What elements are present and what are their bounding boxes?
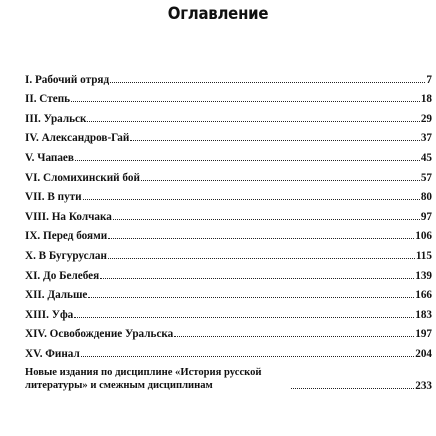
leader-dots <box>75 159 420 161</box>
toc-entry-page: 139 <box>415 269 432 282</box>
toc-entry-page: 29 <box>420 112 432 125</box>
toc-entry[interactable] <box>25 66 432 86</box>
toc-entry[interactable] <box>25 144 432 164</box>
toc-entry-page: 18 <box>420 93 432 106</box>
toc-entry-page: 57 <box>420 171 432 184</box>
leader-dots <box>71 100 420 102</box>
toc-entry-label: VIII. На Колчака <box>25 210 112 223</box>
toc-entry-label: XII. Дальше <box>25 289 88 302</box>
toc-entry-page: 97 <box>420 210 432 223</box>
toc-entry-label: IX. Перед боями <box>25 230 108 243</box>
leader-dots <box>174 335 414 337</box>
leader-dots <box>74 316 414 318</box>
leader-dots <box>108 237 414 239</box>
toc-entry-label: I. Рабочий отряд <box>25 73 110 86</box>
leader-dots <box>87 120 419 122</box>
toc-entry-label: XV. Финал <box>25 347 80 360</box>
toc-entry-page: 183 <box>415 308 432 321</box>
toc-entry-page: 37 <box>420 132 432 145</box>
toc-entry[interactable] <box>25 262 432 282</box>
toc-entry-label: IV. Александров-Гай <box>25 132 130 145</box>
leader-dots <box>130 139 419 141</box>
toc-entry[interactable] <box>25 282 432 302</box>
leader-dots <box>291 387 414 389</box>
toc-entry-page: 233 <box>415 379 432 392</box>
toc-entry[interactable] <box>25 184 432 204</box>
toc-entry-label: XIII. Уфа <box>25 308 74 321</box>
leader-dots <box>141 179 420 181</box>
leader-dots <box>100 277 414 279</box>
leader-dots <box>81 355 414 357</box>
toc-entry-page: 80 <box>420 191 432 204</box>
toc-entry-page: 7 <box>426 73 432 86</box>
toc-entry[interactable] <box>25 321 432 341</box>
toc-entry-appendix[interactable] <box>25 366 432 392</box>
toc-entry-page: 197 <box>415 328 432 341</box>
leader-dots <box>88 296 414 298</box>
toc-entry-label: XI. До Белебея <box>25 269 100 282</box>
toc-entry-page: 45 <box>420 151 432 164</box>
toc-entry[interactable] <box>25 301 432 321</box>
toc-entry[interactable] <box>25 242 432 262</box>
toc-entry-label: III. Уральск <box>25 112 87 125</box>
toc-entry[interactable] <box>25 86 432 106</box>
toc-entry[interactable] <box>25 164 432 184</box>
toc-list <box>25 66 432 392</box>
leader-dots <box>83 198 420 200</box>
leader-dots <box>108 257 415 259</box>
toc-entry-label: II. Степь <box>25 93 71 106</box>
page-title: Оглавление <box>167 4 269 24</box>
toc-entry[interactable] <box>25 105 432 125</box>
toc-entry-page: 106 <box>415 230 432 243</box>
toc-entry-label: XIV. Освобождение Уральска <box>25 328 174 341</box>
toc-entry-label: VII. В пути <box>25 191 82 204</box>
toc-entry-label: V. Чапаев <box>25 151 74 164</box>
toc-entry[interactable] <box>25 203 432 223</box>
toc-entry-page: 115 <box>415 249 432 262</box>
toc-entry-label: VI. Сломихинский бой <box>25 171 140 184</box>
toc-entry-page: 166 <box>415 289 432 302</box>
toc-entry[interactable] <box>25 340 432 360</box>
leader-dots <box>110 81 425 83</box>
toc-entry[interactable] <box>25 223 432 243</box>
leader-dots <box>113 218 420 220</box>
toc-entry[interactable] <box>25 125 432 145</box>
toc-entry-label: Новые издания по дисциплине «История русской литературы» и смежным дисциплинам <box>25 366 262 391</box>
toc-entry-label: X. В Бугуруслан <box>25 249 107 262</box>
toc-entry-page: 204 <box>415 347 432 360</box>
